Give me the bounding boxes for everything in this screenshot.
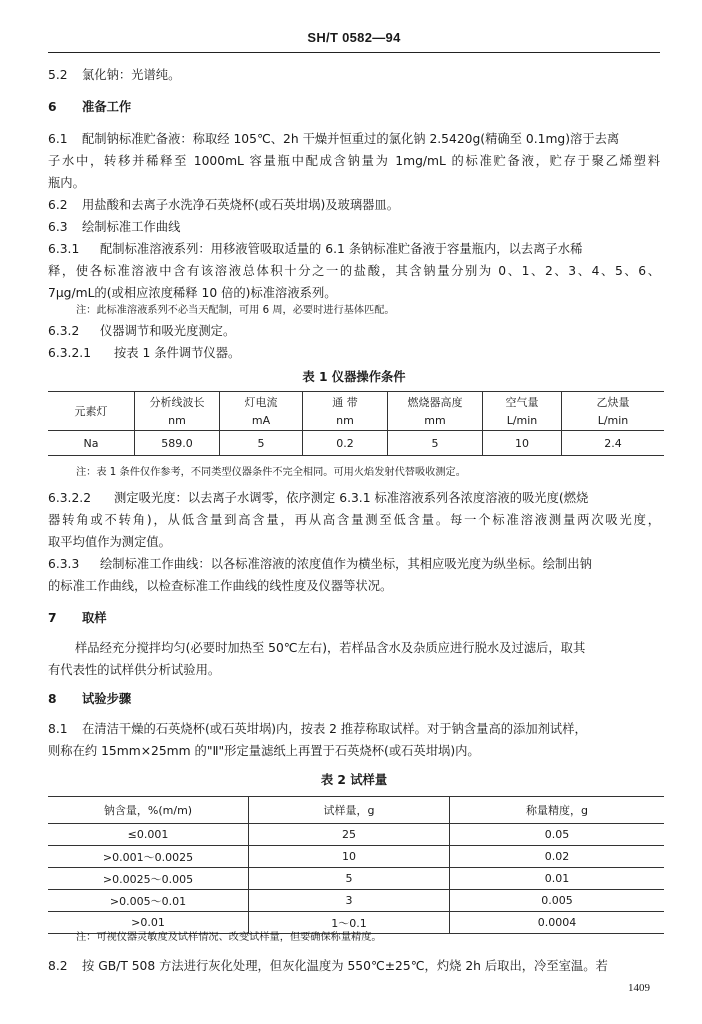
clause-number: 6.3.2 <box>48 324 80 338</box>
table-header-row <box>48 797 664 824</box>
cell-acetylene-flow: 2.4 <box>562 431 665 456</box>
cell-sodium-content: >0.005～0.01 <box>48 890 249 912</box>
cell-sample-mass: 3 <box>249 890 450 912</box>
clause-number: 5.2 <box>48 68 68 82</box>
clause-number: 6.3.2.1 <box>48 346 92 360</box>
note-standard-series: 注：此标准溶液系列不必当天配制，可用 6 周，必要时进行基体匹配。 <box>76 305 395 316</box>
clause-number: 6.2 <box>48 198 68 212</box>
clause-6-3-2-1 <box>48 342 660 364</box>
table-row <box>48 431 664 456</box>
cell-air-flow: 10 <box>483 431 562 456</box>
cell-weighing-precision: 0.01 <box>450 868 665 890</box>
section-7-line2: 有代表性的试样供分析试验用。 <box>48 663 221 677</box>
header-burner-height: 燃烧器高度 <box>388 392 483 412</box>
section-number: 8 <box>48 692 57 706</box>
section-7-line1: 样品经充分搅拌均匀(必要时加热至 50℃左右)，若样品含水及杂质应进行脱水及过滤后，取其 <box>75 641 586 655</box>
clause-number: 6.3 <box>48 220 68 234</box>
clause-number: 8.2 <box>48 959 68 973</box>
unit-wavelength: nm <box>135 411 220 431</box>
clause-text: 仪器调节和吸光度测定。 <box>100 324 236 338</box>
clause-6-3-2-2-line3: 取平均值作为测定值。 <box>48 535 171 549</box>
clause-8-1-line2: 则称在约 15mm×25mm 的"Ⅱ"形定量滤纸上再置于石英烧杯(或石英坩埚)内。 <box>48 744 480 758</box>
note-table2: 注：可视仪器灵敏度及试样情况、改变试样量，但要确保称量精度。 <box>76 932 382 943</box>
cell-weighing-precision: 0.005 <box>450 890 665 912</box>
clause-text: 配制标准溶液系列：用移液管吸取适量的 6.1 条钠标准贮备液于容量瓶内，以去离子水稀 <box>100 242 583 256</box>
clause-text: 在清洁干燥的石英烧杯(或石英坩埚)内，按表 2 推荐称取试样。对于钠含量高的添加剂试样， <box>82 722 587 736</box>
clause-text: 绘制标准工作曲线 <box>82 220 181 234</box>
clause-6-3-3-line1 <box>48 553 660 575</box>
cell-bandpass: 0.2 <box>303 431 388 456</box>
clause-6-3-1-line3: 7μg/mL的(或相应浓度稀释 10 倍的)标准溶液系列。 <box>48 286 337 300</box>
section-number: 6 <box>48 100 57 114</box>
standard-header: SH/T 0582—94 <box>307 30 401 45</box>
unit-acetylene-flow: L/min <box>562 411 665 431</box>
cell-weighing-precision: 0.05 <box>450 824 665 846</box>
cell-element: Na <box>48 431 135 456</box>
cell-sodium-content: >0.0025～0.005 <box>48 868 249 890</box>
cell-sodium-content: >0.01 <box>48 912 249 934</box>
unit-bandpass: nm <box>303 411 388 431</box>
section-6-heading <box>48 96 660 118</box>
table-row <box>48 890 664 912</box>
clause-number: 6.3.2.2 <box>48 491 92 505</box>
header-air-flow: 空气量 <box>483 392 562 412</box>
section-number: 7 <box>48 611 57 625</box>
header-bandpass: 通 带 <box>303 392 388 412</box>
header-element-lamp: 元素灯 <box>48 392 135 431</box>
clause-number: 6.3.1 <box>48 242 80 256</box>
header-lamp-current: 灯电流 <box>220 392 303 412</box>
clause-6-3-2-2-line2: 器转角或不转角)，从低含量到高含量，再从高含量测至低含量。每一个标准溶液测量两次吸光度， <box>48 513 660 527</box>
section-7-heading <box>48 607 660 629</box>
cell-sample-mass: 5 <box>249 868 450 890</box>
table-row <box>48 824 664 846</box>
section-title: 试验步骤 <box>82 692 132 706</box>
clause-number: 8.1 <box>48 722 68 736</box>
clause-text: 按 GB/T 508 方法进行灰化处理，但灰化温度为 550℃±25℃，灼烧 2h 后取出，冷至室温。若 <box>82 959 608 973</box>
clause-8-2 <box>48 955 660 977</box>
clause-text: 用盐酸和去离子水洗净石英烧杯(或石英坩埚)及玻璃器皿。 <box>82 198 400 212</box>
clause-text: 绘制标准工作曲线：以各标准溶液的浓度值作为横坐标，其相应吸光度为纵坐标。绘制出钠 <box>100 557 592 571</box>
cell-wavelength: 589.0 <box>135 431 220 456</box>
table2-caption: 表 2 试样量 <box>320 773 388 787</box>
header-rule <box>48 52 660 53</box>
clause-number: 6.3.3 <box>48 557 80 571</box>
clause-6-3-1-line1 <box>48 238 660 260</box>
section-title: 准备工作 <box>82 100 132 114</box>
clause-6-3-1-line2: 释，使各标准溶液中含有该溶液总体积十分之一的盐酸，其含钠量分别为 0、1、2、3、4、5、6、 <box>48 264 660 278</box>
instrument-conditions-table <box>48 391 664 456</box>
cell-burner-height: 5 <box>388 431 483 456</box>
cell-sodium-content: >0.001～0.0025 <box>48 846 249 868</box>
table-row <box>48 846 664 868</box>
header-weighing-precision: 称量精度，g <box>450 797 665 824</box>
clause-6-1-line3: 瓶内。 <box>48 176 85 190</box>
table-header-row <box>48 392 664 412</box>
note-table1: 注：表 1 条件仅作参考，不同类型仪器条件不完全相同。可用火焰发射代替吸收测定。 <box>76 467 466 478</box>
clause-text: 按表 1 条件调节仪器。 <box>114 346 241 360</box>
page-number: 1409 <box>628 982 650 994</box>
header-wavelength: 分析线波长 <box>135 392 220 412</box>
clause-6-2 <box>48 194 660 216</box>
clause-6-1-line1 <box>48 128 660 150</box>
section-title: 取样 <box>82 611 107 625</box>
clause-number: 6.1 <box>48 132 68 146</box>
clause-text: 氯化钠：光谱纯。 <box>82 68 181 82</box>
clause-6-1-line2: 子水中，转移并稀释至 1000mL 容量瓶中配成含钠量为 1mg/mL 的标准贮备液，贮存于聚乙烯塑料 <box>48 154 660 168</box>
table1-caption: 表 1 仪器操作条件 <box>302 370 406 384</box>
cell-sample-mass: 1～0.1 <box>249 912 450 934</box>
clause-text: 测定吸光度：以去离子水调零，依序测定 6.3.1 标准溶液系列各浓度溶液的吸光度(燃烧 <box>114 491 589 505</box>
table-unit-row <box>48 411 664 431</box>
cell-sample-mass: 25 <box>249 824 450 846</box>
clause-6-3-2 <box>48 320 660 342</box>
cell-weighing-precision: 0.0004 <box>450 912 665 934</box>
header-sodium-content: 钠含量，%(m/m) <box>48 797 249 824</box>
sample-amount-table <box>48 796 664 934</box>
clause-6-3-2-2-line1 <box>48 487 660 509</box>
unit-air-flow: L/min <box>483 411 562 431</box>
clause-6-3-3-line2: 的标准工作曲线，以检查标准工作曲线的线性度及仪器等状况。 <box>48 579 393 593</box>
header-sample-mass: 试样量，g <box>249 797 450 824</box>
clause-5-2 <box>48 64 660 86</box>
cell-sample-mass: 10 <box>249 846 450 868</box>
section-8-heading <box>48 688 660 710</box>
cell-sodium-content: ≤0.001 <box>48 824 249 846</box>
clause-6-3 <box>48 216 660 238</box>
unit-lamp-current: mA <box>220 411 303 431</box>
table-row <box>48 868 664 890</box>
clause-8-1-line1 <box>48 718 660 740</box>
header-acetylene-flow: 乙炔量 <box>562 392 665 412</box>
clause-text: 配制钠标准贮备液：称取经 105℃、2h 干燥并恒重过的氯化钠 2.5420g(精确至 0.1mg)溶于去离 <box>82 132 620 146</box>
cell-weighing-precision: 0.02 <box>450 846 665 868</box>
cell-lamp-current: 5 <box>220 431 303 456</box>
unit-burner-height: mm <box>388 411 483 431</box>
